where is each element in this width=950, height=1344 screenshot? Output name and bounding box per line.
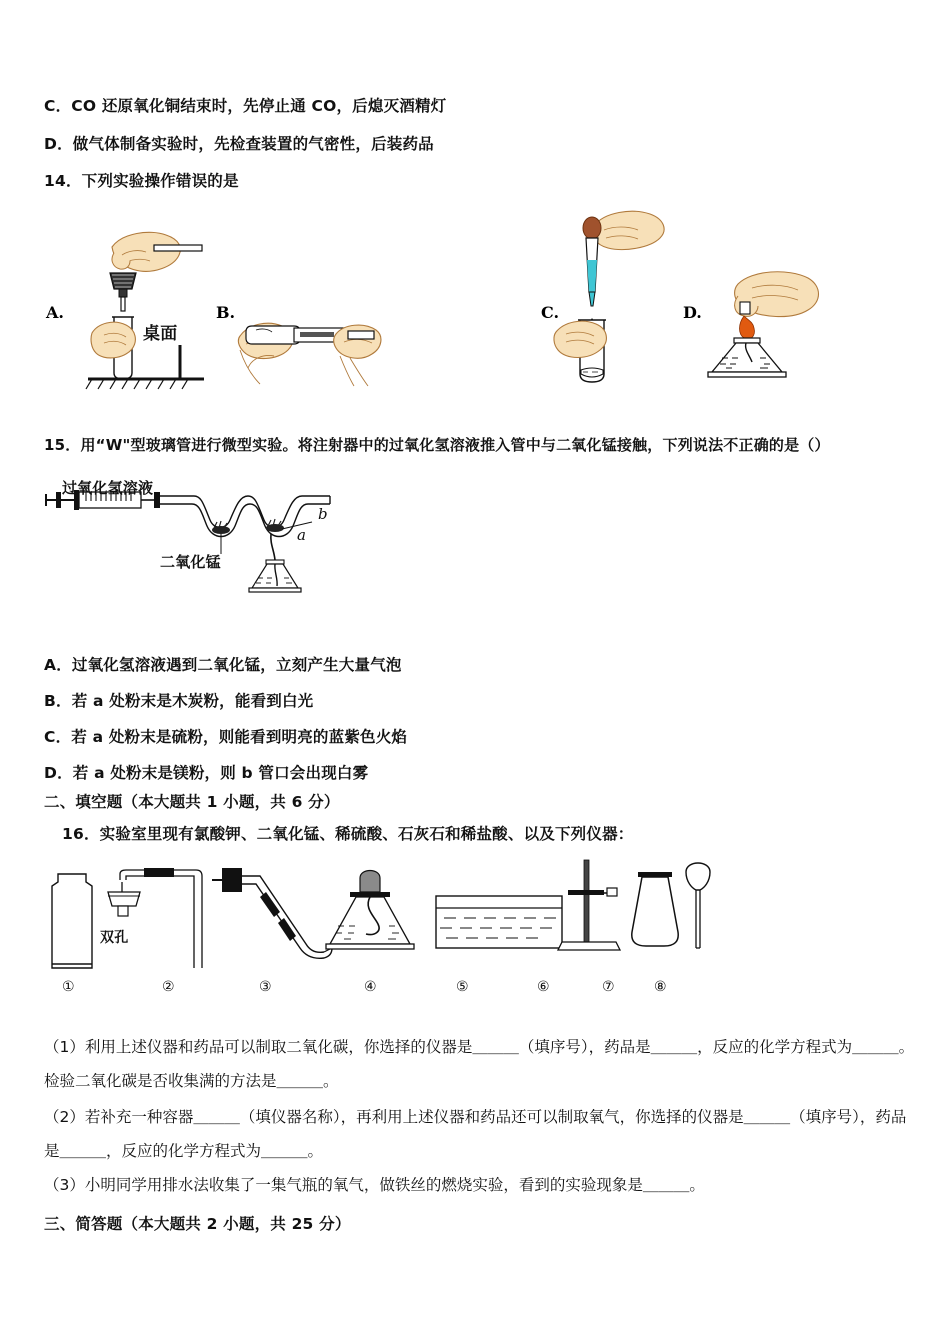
q15-stem: 15．用“W"型玻璃管进行微型实验。将注射器中的过氧化氢溶液推入管中与二氧化锰接触，下列说法不正确的是（）: [44, 436, 830, 454]
water-trough-icon: [436, 896, 562, 948]
section-two-heading: 二、填空题（本大题共 1 小题，共 6 分）: [44, 793, 340, 811]
powder-at-a: [266, 519, 284, 532]
q13-option-d: D．做气体制备实验时，先检查装置的气密性，后装药品: [44, 135, 434, 153]
q16-sub-3: （3）小明同学用排水法收集了一集气瓶的氧气，做铁丝的燃烧实验，看到的实验现象是＿＿＿。: [44, 1176, 705, 1194]
q14-option-c-label: C.: [541, 303, 560, 322]
apparatus-number-1: ①: [62, 979, 75, 995]
iron-stand-icon: [558, 860, 620, 950]
apparatus-number-2: ②: [162, 979, 175, 995]
pipette-icon: [586, 238, 598, 306]
manganese-dioxide-powder: [212, 521, 230, 534]
wide-mouth-bottle-icon: [52, 874, 92, 968]
double-hole-stopper-icon: [108, 868, 202, 968]
q14-figure-a: [92, 225, 212, 385]
single-hole-stopper-bent-tube-icon: [212, 868, 332, 958]
apparatus-number-5: ⑤: [456, 979, 469, 995]
apparatus-number-6: ⑥: [537, 979, 550, 995]
hand-lower-icon: [91, 322, 135, 358]
apparatus-number-3: ③: [259, 979, 272, 995]
q15-label-b: b: [318, 505, 328, 523]
section-three-heading: 三、简答题（本大题共 2 小题，共 25 分）: [44, 1215, 351, 1233]
long-neck-funnel-icon: [686, 863, 710, 948]
q14-option-d-label: D.: [683, 303, 702, 322]
q14-figure-d: [712, 272, 827, 384]
q16-apparatus-row: [44, 860, 694, 980]
flame-icon: [740, 316, 755, 339]
q15-option-a: A．过氧化氢溶液遇到二氧化锰，立刻产生大量气泡: [44, 656, 402, 674]
q15-label-catalyst: 二氧化锰: [160, 553, 221, 571]
q15-label-syringe: 过氧化氢溶液: [62, 479, 154, 497]
apparatus-number-8: ⑧: [654, 979, 667, 995]
q16-sub-1: （1）利用上述仪器和药品可以制取二氧化碳，你选择的仪器是＿＿＿（填序号），药品是＿＿＿，反应的化学方程式为＿＿＿。检验二氧化碳是否收集满的方法是＿＿＿。: [44, 1038, 915, 1090]
hand-upper-icon: [112, 232, 180, 271]
match-icon: [740, 302, 750, 314]
q13-option-c: C．CO 还原氧化铜结束时，先停止通 CO，后熄灭酒精灯: [44, 97, 447, 115]
alcohol-lamp-icon: [326, 871, 414, 950]
q14-option-b-label: B.: [216, 303, 236, 322]
dropper-bulb-icon: [583, 217, 601, 239]
q15-option-d: D．若 a 处粉末是镁粉，则 b 管口会出现白雾: [44, 764, 369, 782]
q14-stem: 14．下列实验操作错误的是: [44, 172, 239, 190]
q15-option-c: C．若 a 处粉末是硫粉，则能看到明亮的蓝紫色火焰: [44, 728, 408, 746]
hand-dropper-icon: [593, 211, 664, 249]
q14-option-a-label: A.: [46, 303, 64, 322]
q16-sub-2: （2）若补充一种容器＿＿＿（填仪器名称），再利用上述仪器和药品还可以制取氧气，你选择的仪器是＿＿＿（填序号），药品是＿＿＿，反应的化学方程式为＿＿＿。: [44, 1108, 907, 1160]
q14-figure-b: [238, 300, 383, 390]
q14-figure-c: [570, 208, 690, 388]
rubber-stopper-icon: [110, 273, 136, 311]
q15-label-a: a: [297, 526, 307, 544]
q16-apparatus-2-caption: 双孔: [100, 930, 129, 946]
q15-option-b: B．若 a 处粉末是木炭粉，能看到白光: [44, 692, 314, 710]
q14-figure-a-caption: 桌面: [143, 324, 178, 344]
alcohol-lamp-icon: [249, 534, 301, 592]
conical-flask-icon: [632, 872, 678, 946]
q16-stem: 16．实验室里现有氯酸钾、二氧化锰、稀硫酸、石灰石和稀盐酸、以及下列仪器：: [62, 825, 634, 843]
apparatus-number-7: ⑦: [602, 979, 615, 995]
alcohol-lamp-icon: [708, 338, 786, 377]
rubber-tube-icon: [246, 326, 300, 344]
apparatus-number-4: ④: [364, 979, 377, 995]
